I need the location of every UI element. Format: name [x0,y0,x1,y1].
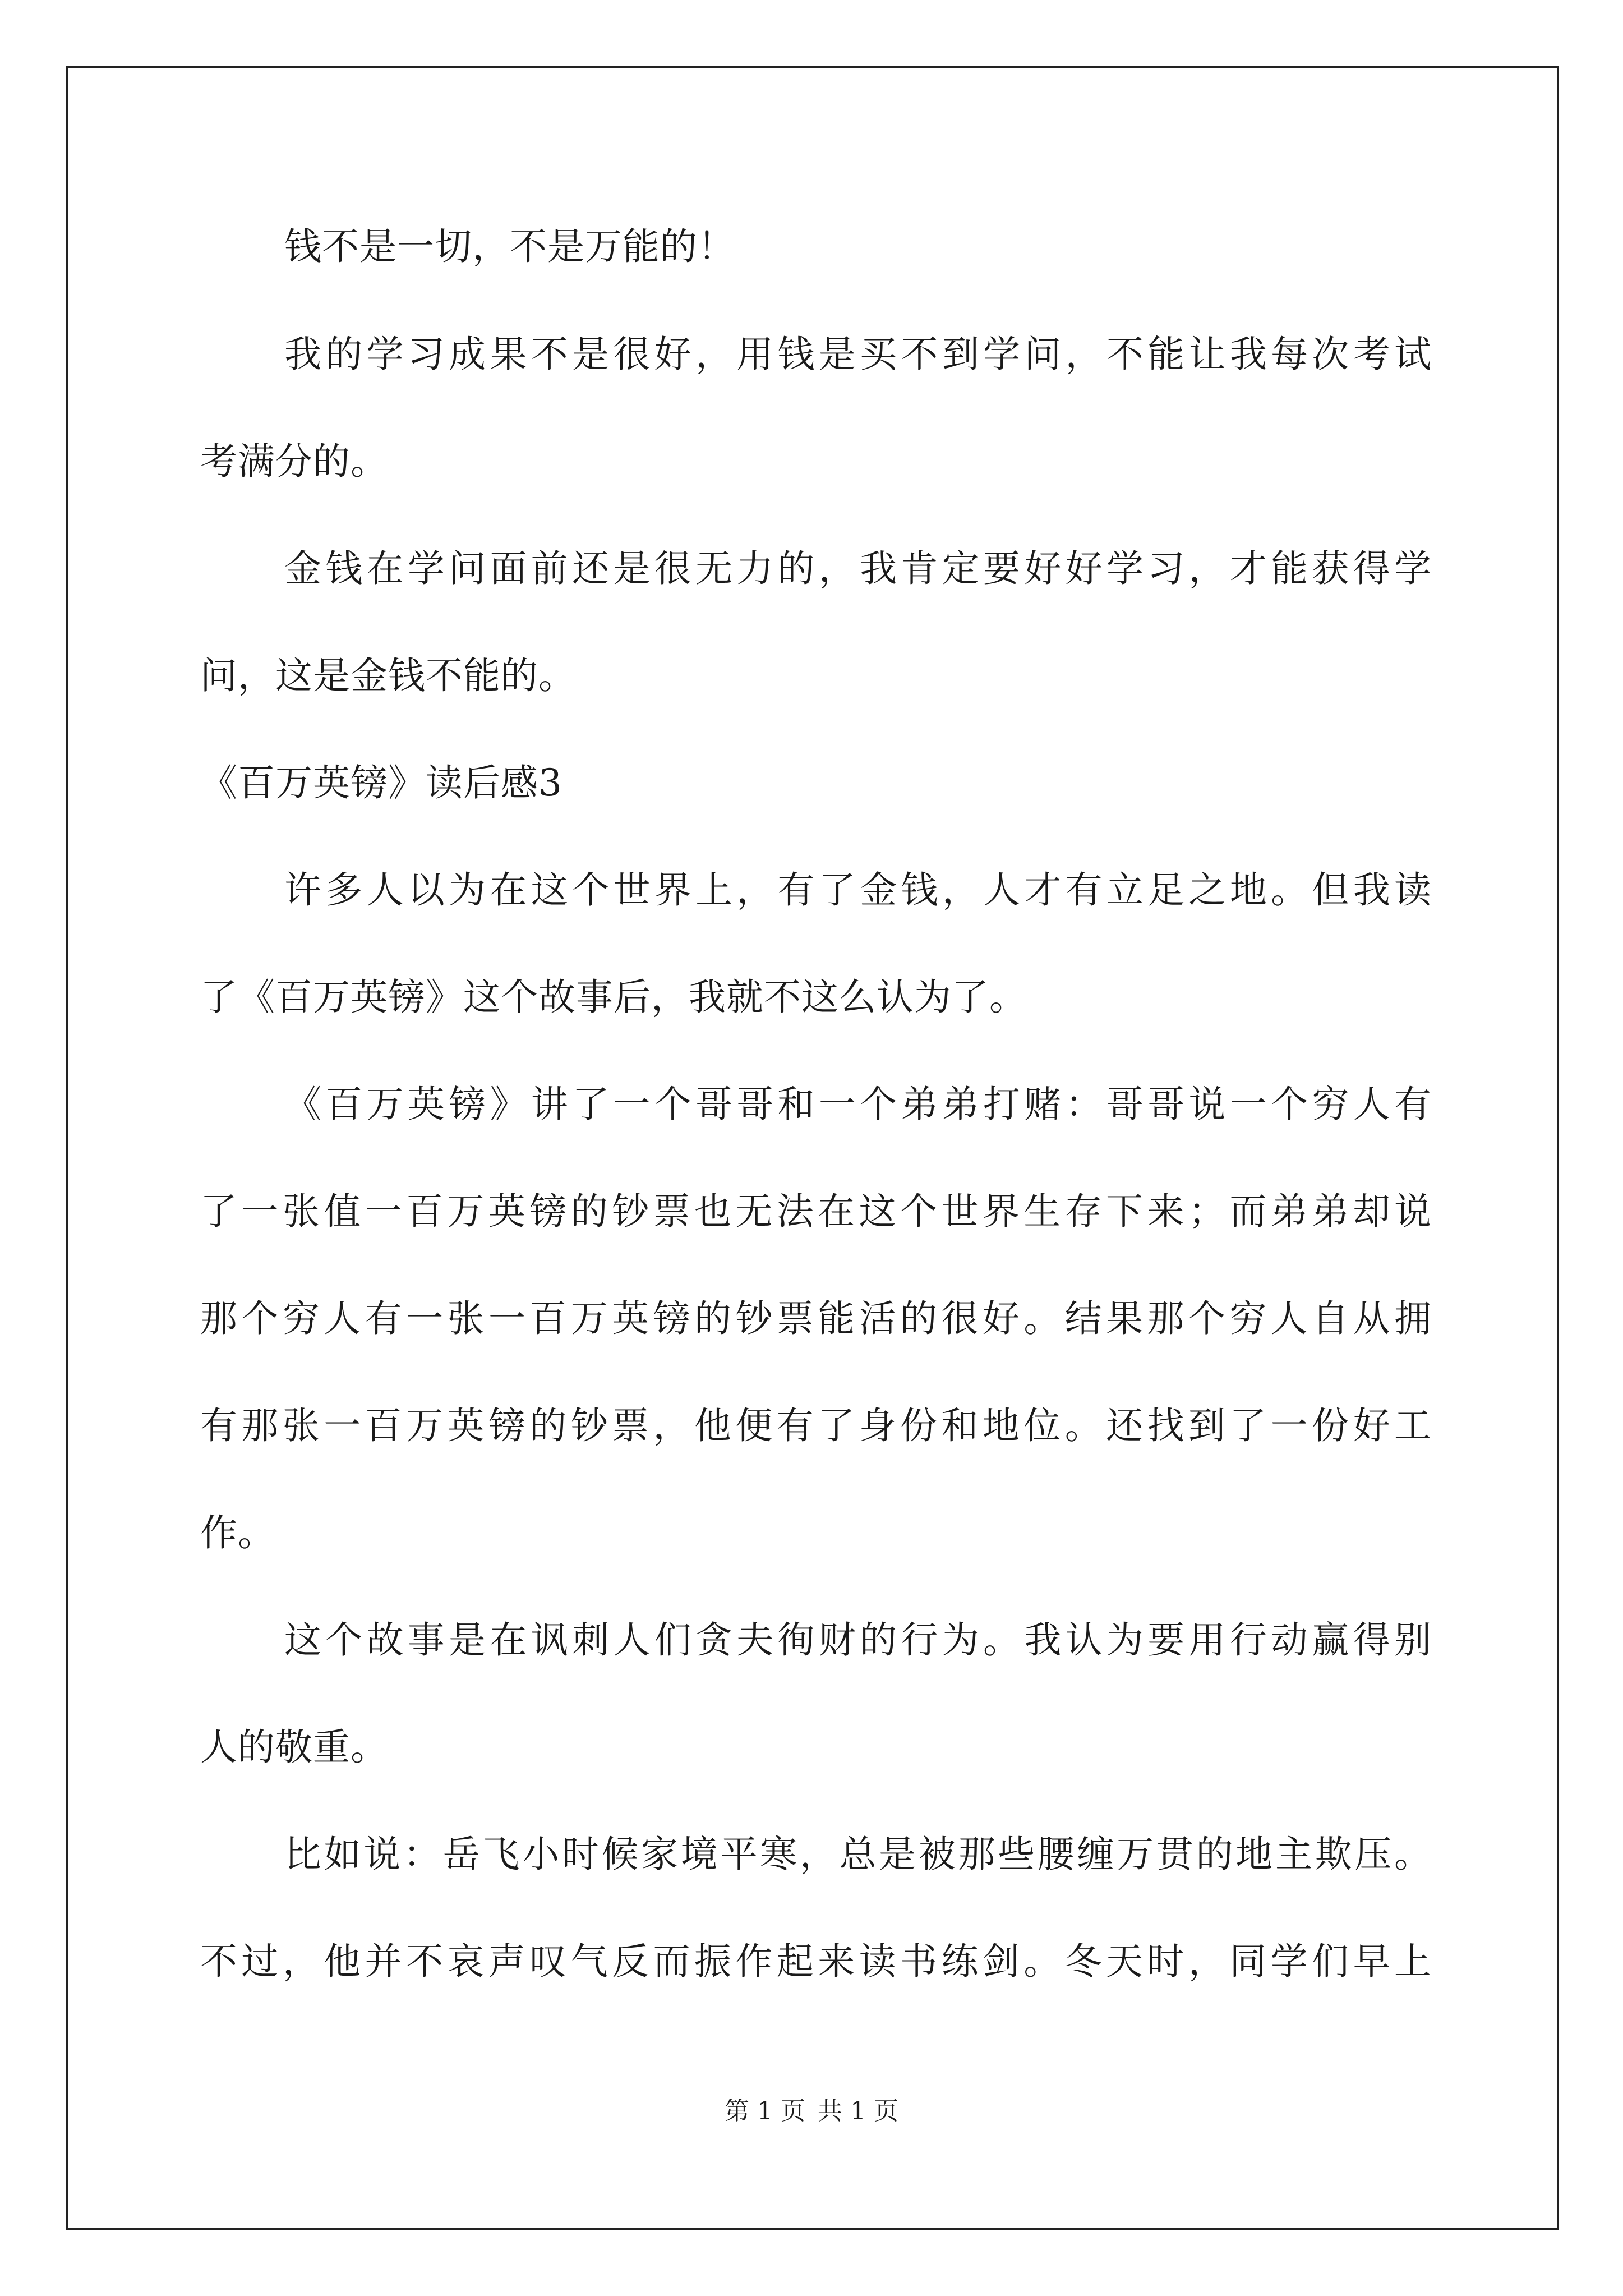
paragraph-line: 《百万英镑》讲了一个哥哥和一个弟弟打赌：哥哥说一个穷人有 [284,1083,1432,1126]
page-total: 共 1 页 [818,2097,898,2125]
paragraph-line: 钱不是一切，不是万能的！ [284,225,735,268]
paragraph-line: 金钱在学问面前还是很无力的，我肯定要好好学习，才能获得学 [284,547,1432,590]
paragraph-line: 那个穷人有一张一百万英镑的钞票能活的很好。结果那个穷人自从拥 [200,1297,1432,1340]
paragraph-line: 我的学习成果不是很好，用钱是买不到学问，不能让我每次考试 [284,333,1432,376]
page-footer [0,2096,1623,2127]
paragraph-line: 不过，他并不哀声叹气反而振作起来读书练剑。冬天时，同学们早上 [200,1940,1432,1983]
paragraph-line: 问，这是金钱不能的。 [200,654,576,697]
paragraph-line: 比如说：岳飞小时候家境平寒，总是被那些腰缠万贯的地主欺压。 [284,1833,1432,1876]
paragraph-line: 有那张一百万英镑的钞票，他便有了身份和地位。还找到了一份好工 [200,1404,1432,1447]
paragraph-line: 作。 [200,1511,275,1554]
paragraph-line: 许多人以为在这个世界上，有了金钱，人才有立足之地。但我读 [284,868,1432,912]
paragraph-line: 了一张值一百万英镑的钞票也无法在这个世界生存下来；而弟弟却说 [200,1190,1432,1233]
paragraph-line: 这个故事是在讽刺人们贪夫徇财的行为。我认为要用行动赢得别 [284,1618,1432,1662]
section-heading: 《百万英镑》读后感3 [200,761,562,804]
paragraph-line: 了《百万英镑》这个故事后，我就不这么认为了。 [200,976,1027,1019]
paragraph-line: 人的敬重。 [200,1726,388,1769]
paragraph-line: 考满分的。 [200,440,388,483]
page-number: 第 1 页 [725,2097,805,2125]
page-border [66,66,1559,2230]
